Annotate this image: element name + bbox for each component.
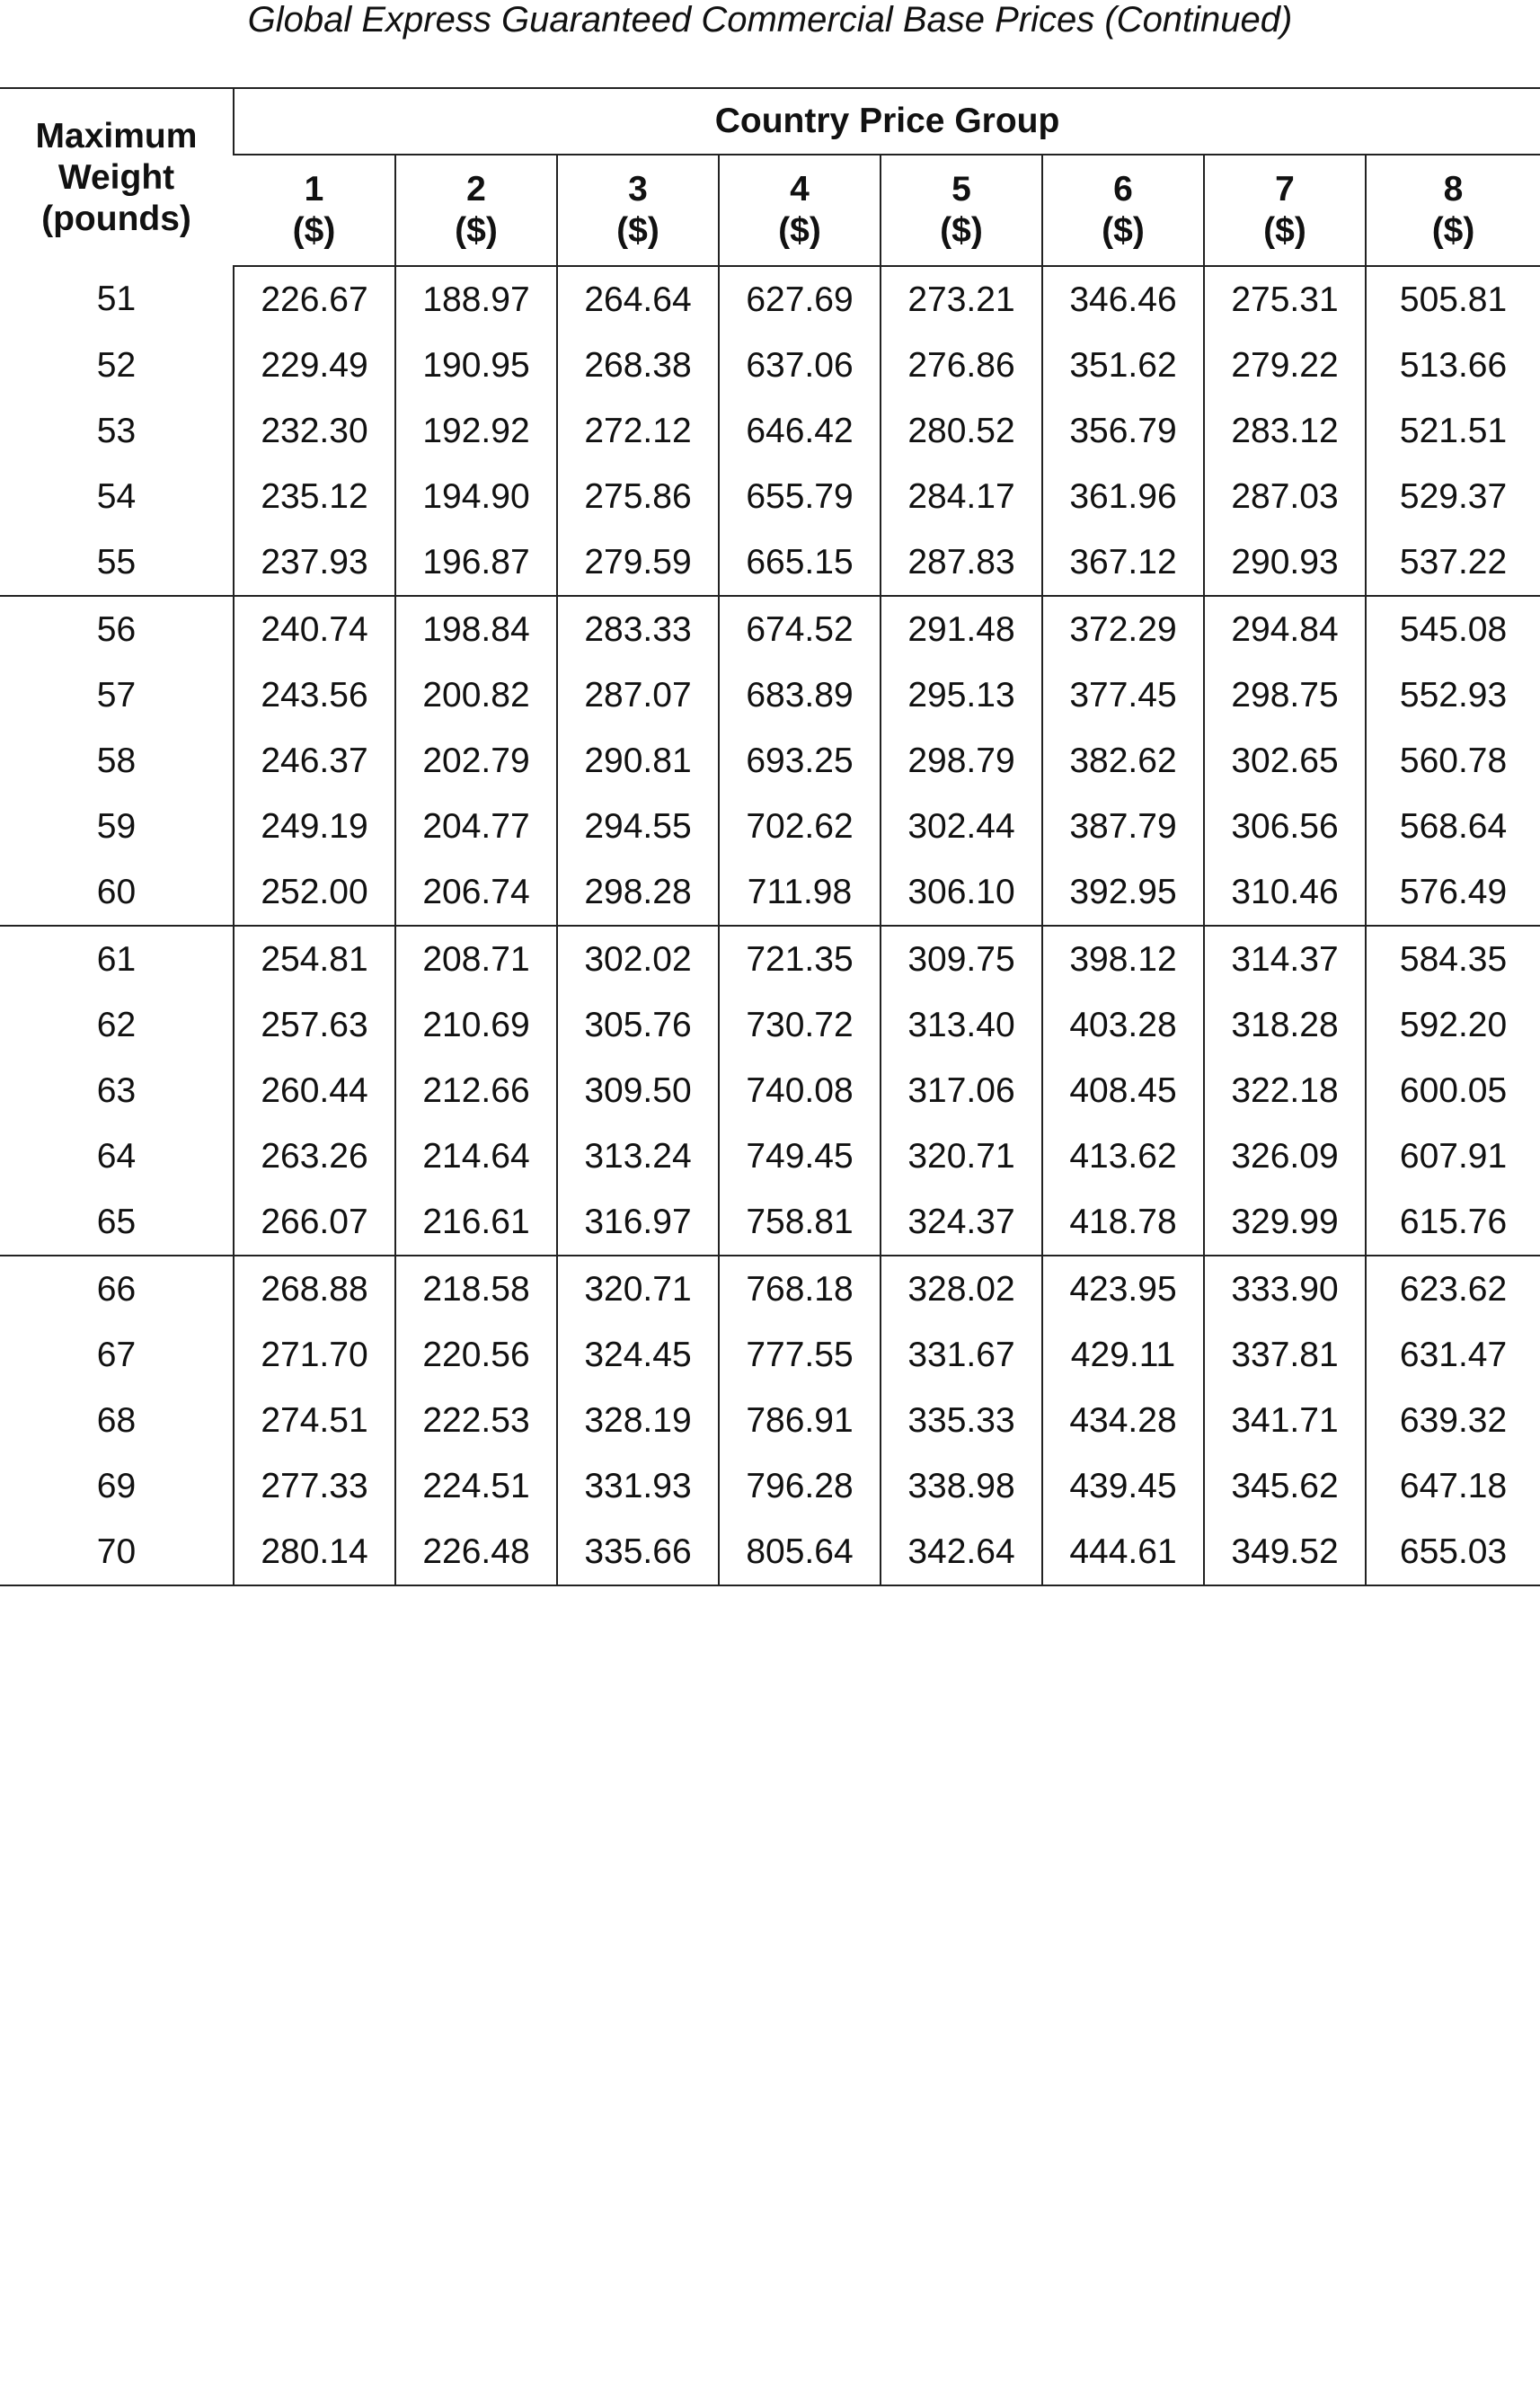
price-group-number: 7 [1275, 170, 1295, 209]
price-group-unit: ($) [292, 211, 336, 250]
weight-cell: 60 [0, 859, 234, 926]
price-cell: 188.97 [395, 266, 557, 333]
price-cell: 665.15 [719, 529, 881, 596]
price-cell: 423.95 [1042, 1256, 1204, 1322]
price-cell: 226.48 [395, 1519, 557, 1585]
table-row [0, 926, 1540, 992]
price-cell: 218.58 [395, 1256, 557, 1322]
price-cell: 243.56 [234, 662, 395, 728]
price-group-header-6 [1042, 155, 1204, 266]
price-cell: 302.65 [1204, 728, 1366, 794]
price-cell: 264.64 [557, 266, 719, 333]
price-cell: 266.07 [234, 1189, 395, 1256]
table-row [0, 464, 1540, 529]
price-cell: 408.45 [1042, 1058, 1204, 1123]
price-cell: 338.98 [881, 1453, 1042, 1519]
price-cell: 505.81 [1366, 266, 1540, 333]
price-cell: 294.84 [1204, 596, 1366, 662]
price-cell: 302.02 [557, 926, 719, 992]
price-cell: 349.52 [1204, 1519, 1366, 1585]
price-group-number: 1 [304, 170, 324, 209]
price-cell: 240.74 [234, 596, 395, 662]
weight-cell: 65 [0, 1189, 234, 1256]
price-cell: 194.90 [395, 464, 557, 529]
price-cell: 537.22 [1366, 529, 1540, 596]
price-cell: 204.77 [395, 794, 557, 859]
price-cell: 272.12 [557, 398, 719, 464]
price-cell: 287.83 [881, 529, 1042, 596]
price-cell: 317.06 [881, 1058, 1042, 1123]
price-cell: 335.66 [557, 1519, 719, 1585]
price-cell: 294.55 [557, 794, 719, 859]
table-row [0, 1388, 1540, 1453]
price-cell: 513.66 [1366, 333, 1540, 398]
price-cell: 328.19 [557, 1388, 719, 1453]
price-cell: 398.12 [1042, 926, 1204, 992]
price-cell: 290.81 [557, 728, 719, 794]
price-cell: 342.64 [881, 1519, 1042, 1585]
price-group-header-2 [395, 155, 557, 266]
price-group-unit: ($) [1102, 211, 1145, 250]
table-row [0, 266, 1540, 333]
price-group-header-5 [881, 155, 1042, 266]
price-cell: 237.93 [234, 529, 395, 596]
price-cell: 560.78 [1366, 728, 1540, 794]
price-cell: 413.62 [1042, 1123, 1204, 1189]
price-cell: 346.46 [1042, 266, 1204, 333]
weight-column-header [0, 88, 234, 266]
price-cell: 275.31 [1204, 266, 1366, 333]
table-row [0, 1519, 1540, 1585]
price-cell: 655.03 [1366, 1519, 1540, 1585]
price-cell: 208.71 [395, 926, 557, 992]
price-cell: 190.95 [395, 333, 557, 398]
price-cell: 283.33 [557, 596, 719, 662]
price-cell: 275.86 [557, 464, 719, 529]
price-group-header-4 [719, 155, 881, 266]
price-cell: 280.52 [881, 398, 1042, 464]
weight-cell: 70 [0, 1519, 234, 1585]
price-cell: 600.05 [1366, 1058, 1540, 1123]
price-cell: 403.28 [1042, 992, 1204, 1058]
weight-cell: 54 [96, 476, 137, 516]
price-group-header-7 [1204, 155, 1366, 266]
price-cell: 324.45 [557, 1322, 719, 1388]
price-cell: 592.20 [1366, 992, 1540, 1058]
price-cell: 290.93 [1204, 529, 1366, 596]
price-cell: 367.12 [1042, 529, 1204, 596]
table-row [0, 1189, 1540, 1256]
table-row [0, 398, 1540, 464]
price-cell: 361.96 [1042, 464, 1204, 529]
price-cell: 276.86 [881, 333, 1042, 398]
price-cell: 529.37 [1366, 464, 1540, 529]
price-cell: 631.47 [1366, 1322, 1540, 1388]
price-cell: 271.70 [234, 1322, 395, 1388]
table-row [0, 333, 1540, 398]
price-cell: 702.62 [719, 794, 881, 859]
price-group-unit: ($) [616, 211, 659, 250]
price-cell: 320.71 [881, 1123, 1042, 1189]
price-cell: 224.51 [395, 1453, 557, 1519]
price-cell: 283.12 [1204, 398, 1366, 464]
price-cell: 196.87 [395, 529, 557, 596]
price-cell: 313.40 [881, 992, 1042, 1058]
price-cell: 268.38 [557, 333, 719, 398]
price-cell: 220.56 [395, 1322, 557, 1388]
price-cell: 232.30 [234, 398, 395, 464]
price-cell: 198.84 [395, 596, 557, 662]
price-cell: 335.33 [881, 1388, 1042, 1453]
price-cell: 576.49 [1366, 859, 1540, 926]
price-cell: 279.59 [557, 529, 719, 596]
table-row [0, 1256, 1540, 1322]
country-price-group-header: Country Price Group [234, 88, 1540, 155]
price-cell: 229.49 [234, 333, 395, 398]
weight-cell: 59 [96, 806, 137, 846]
price-cell: 693.25 [719, 728, 881, 794]
price-cell: 637.06 [719, 333, 881, 398]
price-cell: 314.37 [1204, 926, 1366, 992]
price-cell: 584.35 [1366, 926, 1540, 992]
price-cell: 623.62 [1366, 1256, 1540, 1322]
price-cell: 320.71 [557, 1256, 719, 1322]
price-cell: 313.24 [557, 1123, 719, 1189]
price-cell: 324.37 [881, 1189, 1042, 1256]
price-cell: 246.37 [234, 728, 395, 794]
price-cell: 257.63 [234, 992, 395, 1058]
price-cell: 552.93 [1366, 662, 1540, 728]
price-cell: 377.45 [1042, 662, 1204, 728]
price-cell: 768.18 [719, 1256, 881, 1322]
price-cell: 212.66 [395, 1058, 557, 1123]
price-cell: 316.97 [557, 1189, 719, 1256]
price-group-number: 8 [1443, 170, 1464, 209]
weight-cell: 62 [96, 1005, 137, 1044]
price-cell: 287.03 [1204, 464, 1366, 529]
price-cell: 298.28 [557, 859, 719, 926]
price-cell: 333.90 [1204, 1256, 1366, 1322]
weight-cell: 53 [96, 411, 137, 450]
price-cell: 268.88 [234, 1256, 395, 1322]
table-row [0, 728, 1540, 794]
price-cell: 429.11 [1042, 1322, 1204, 1388]
price-cell: 310.46 [1204, 859, 1366, 926]
price-cell: 306.56 [1204, 794, 1366, 859]
price-cell: 521.51 [1366, 398, 1540, 464]
price-cell: 305.76 [557, 992, 719, 1058]
price-group-number: 6 [1113, 170, 1133, 209]
weight-cell: 66 [96, 1269, 137, 1309]
table-row [0, 529, 1540, 596]
price-cell: 295.13 [881, 662, 1042, 728]
price-cell: 284.17 [881, 464, 1042, 529]
price-cell: 222.53 [395, 1388, 557, 1453]
weight-cell: 69 [96, 1466, 137, 1505]
price-cell: 758.81 [719, 1189, 881, 1256]
price-cell: 627.69 [719, 266, 881, 333]
price-cell: 568.64 [1366, 794, 1540, 859]
price-cell: 309.50 [557, 1058, 719, 1123]
price-cell: 216.61 [395, 1189, 557, 1256]
table-row [0, 662, 1540, 728]
price-cell: 615.76 [1366, 1189, 1540, 1256]
price-cell: 249.19 [234, 794, 395, 859]
price-cell: 263.26 [234, 1123, 395, 1189]
price-cell: 291.48 [881, 596, 1042, 662]
price-cell: 322.18 [1204, 1058, 1366, 1123]
price-cell: 356.79 [1042, 398, 1204, 464]
weight-header-line: (pounds) [41, 199, 191, 238]
price-cell: 329.99 [1204, 1189, 1366, 1256]
price-cell: 318.28 [1204, 992, 1366, 1058]
table-row [0, 794, 1540, 859]
price-cell: 298.75 [1204, 662, 1366, 728]
price-group-unit: ($) [1263, 211, 1306, 250]
price-cell: 341.71 [1204, 1388, 1366, 1453]
price-cell: 639.32 [1366, 1388, 1540, 1453]
weight-cell: 63 [96, 1070, 137, 1110]
price-cell: 805.64 [719, 1519, 881, 1585]
price-cell: 730.72 [719, 992, 881, 1058]
price-group-header-8 [1366, 155, 1540, 266]
price-cell: 392.95 [1042, 859, 1204, 926]
price-cell: 351.62 [1042, 333, 1204, 398]
price-cell: 279.22 [1204, 333, 1366, 398]
price-cell: 254.81 [234, 926, 395, 992]
price-table [0, 87, 1540, 1586]
price-cell: 337.81 [1204, 1322, 1366, 1388]
price-cell: 331.93 [557, 1453, 719, 1519]
price-cell: 214.64 [395, 1123, 557, 1189]
price-group-header-3 [557, 155, 719, 266]
price-cell: 418.78 [1042, 1189, 1204, 1256]
price-cell: 646.42 [719, 398, 881, 464]
price-cell: 796.28 [719, 1453, 881, 1519]
price-cell: 655.79 [719, 464, 881, 529]
weight-cell: 64 [96, 1136, 137, 1176]
price-group-number: 3 [628, 170, 648, 209]
table-row [0, 1058, 1540, 1123]
price-group-unit: ($) [778, 211, 821, 250]
weight-cell: 57 [96, 675, 137, 715]
table-row [0, 596, 1540, 662]
price-group-unit: ($) [455, 211, 498, 250]
weight-cell: 55 [0, 529, 234, 596]
price-cell: 434.28 [1042, 1388, 1204, 1453]
table-row [0, 992, 1540, 1058]
price-cell: 439.45 [1042, 1453, 1204, 1519]
weight-cell: 67 [96, 1335, 137, 1374]
weight-header-line: Weight [58, 157, 175, 197]
price-cell: 786.91 [719, 1388, 881, 1453]
weight-header-line: Maximum [35, 116, 198, 155]
price-group-unit: ($) [1431, 211, 1475, 250]
price-cell: 683.89 [719, 662, 881, 728]
price-cell: 252.00 [234, 859, 395, 926]
price-cell: 331.67 [881, 1322, 1042, 1388]
price-group-number: 2 [466, 170, 486, 209]
price-cell: 277.33 [234, 1453, 395, 1519]
price-cell: 740.08 [719, 1058, 881, 1123]
price-cell: 444.61 [1042, 1519, 1204, 1585]
price-cell: 298.79 [881, 728, 1042, 794]
weight-cell: 52 [96, 345, 137, 385]
price-group-header-1 [234, 155, 395, 266]
page-title: Global Express Guaranteed Commercial Base Prices (Continued) [247, 0, 1293, 40]
price-group-number: 5 [951, 170, 971, 209]
table-row [0, 1453, 1540, 1519]
price-cell: 287.07 [557, 662, 719, 728]
price-cell: 749.45 [719, 1123, 881, 1189]
weight-cell: 51 [96, 280, 137, 318]
price-cell: 382.62 [1042, 728, 1204, 794]
price-cell: 302.44 [881, 794, 1042, 859]
price-cell: 326.09 [1204, 1123, 1366, 1189]
table-row [0, 859, 1540, 926]
price-cell: 200.82 [395, 662, 557, 728]
table-row [0, 1322, 1540, 1388]
price-cell: 274.51 [234, 1388, 395, 1453]
price-cell: 372.29 [1042, 596, 1204, 662]
table-row [0, 1123, 1540, 1189]
price-cell: 235.12 [234, 464, 395, 529]
price-cell: 280.14 [234, 1519, 395, 1585]
price-group-unit: ($) [940, 211, 983, 250]
price-cell: 226.67 [234, 266, 395, 333]
price-cell: 206.74 [395, 859, 557, 926]
weight-cell: 61 [96, 939, 137, 979]
price-cell: 328.02 [881, 1256, 1042, 1322]
price-cell: 607.91 [1366, 1123, 1540, 1189]
weight-cell: 56 [96, 609, 137, 649]
price-cell: 674.52 [719, 596, 881, 662]
price-cell: 711.98 [719, 859, 881, 926]
price-cell: 345.62 [1204, 1453, 1366, 1519]
price-cell: 545.08 [1366, 596, 1540, 662]
price-cell: 192.92 [395, 398, 557, 464]
price-cell: 309.75 [881, 926, 1042, 992]
price-cell: 202.79 [395, 728, 557, 794]
price-cell: 210.69 [395, 992, 557, 1058]
price-cell: 721.35 [719, 926, 881, 992]
weight-cell: 68 [96, 1400, 137, 1440]
price-cell: 306.10 [881, 859, 1042, 926]
price-cell: 647.18 [1366, 1453, 1540, 1519]
weight-cell: 58 [96, 741, 137, 780]
price-cell: 260.44 [234, 1058, 395, 1123]
price-cell: 777.55 [719, 1322, 881, 1388]
price-group-number: 4 [790, 170, 810, 209]
price-cell: 387.79 [1042, 794, 1204, 859]
price-cell: 273.21 [881, 266, 1042, 333]
